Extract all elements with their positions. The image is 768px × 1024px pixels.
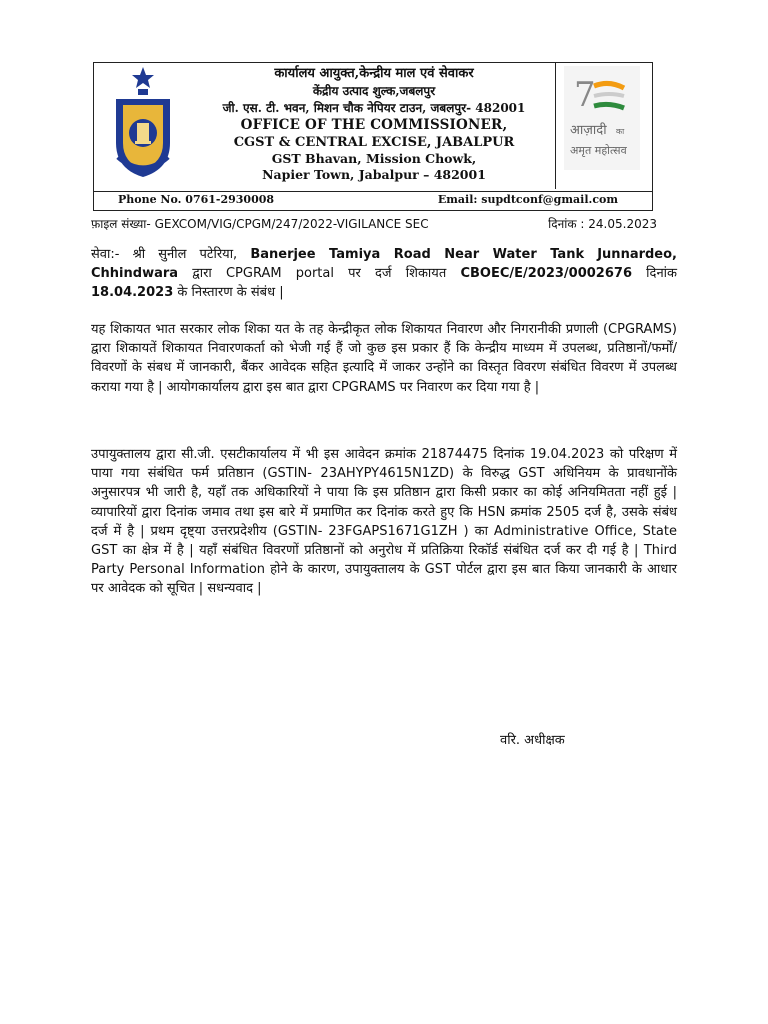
azadi-ka-amrit-mahotsav-logo-icon [564, 66, 640, 170]
file-number-label: फ़ाइल संख्या- [91, 217, 151, 231]
azadi-small-text: का [616, 127, 625, 136]
subject-date-label: दिनांक [646, 266, 678, 282]
letterhead [93, 62, 653, 211]
azadi-logo-box [555, 63, 648, 189]
amrit-mahotsav-text: अमृत महोत्सव [570, 144, 627, 157]
email-address: Email: supdtconf@gmail.com [437, 193, 618, 206]
office-header [194, 65, 554, 183]
letter-date [548, 215, 657, 232]
subject-by: द्वारा [192, 266, 212, 282]
phone-number: Phone No. 0761-2930008 [118, 193, 275, 206]
subject-address-city: Junnardeo, Chhindwara [91, 247, 677, 282]
file-number: GEXCOM/VIG/CPGM/247/2022-VIGILANCE SEC [154, 217, 429, 231]
svg-text:7: 7 [574, 75, 596, 115]
hindi-title: कार्यालय आयुक्त,केन्द्रीय माल एवं सेवाकर [274, 66, 474, 81]
hindi-subtitle: केंद्रीय उत्पाद शुल्क,जबलपुर [312, 84, 436, 98]
date-label: दिनांक : [548, 217, 585, 231]
signature-designation: वरि. अधीक्षक [500, 733, 565, 748]
cbic-emblem-icon [104, 65, 182, 183]
subject-prefix: सेवा:- [91, 247, 120, 262]
subject-address: Banerjee Tamiya Road Near Water Tank [250, 247, 585, 262]
letterhead-divider [94, 191, 652, 192]
subject-portal: CPGRAM portal पर दर्ज शिकायत [225, 266, 447, 282]
office-title: OFFICE OF THE COMMISSIONER, [240, 117, 508, 133]
office-address-line1: GST Bhavan, Mission Chowk, [271, 151, 477, 166]
date-value: 24.05.2023 [588, 217, 657, 231]
subject-reference: CBOEC/E/2023/0002676 [460, 266, 632, 282]
body-paragraph-1: यह शिकायत भात सरकार लोक शिका यत के तह केन्द्रीकृत लोक शिकायत निवारण और निगरानीकी प्रणाली (CPGRAMS) द्वारा शिकायतें शिकायत निवारणकर्ता को भेजी गई हैं जो कुछ इस प्रकार हैं कि केन्द्रीय माध्यम में उपलब्ध, प्रतिष्ठानों/फर्मों/विवरणों के संबध में जानकारी, बैंकर आवेदक सहित इत्यादि में जाकर उन्होंने का विस्तृत विवरण संबंधित विवरण में उपलब्ध कराया गया है | आयोगकार्यालय द्वारा इस बात द्वारा CPGRAMS पर निवारण कर दिया गया है | [91, 322, 677, 395]
subject-tail: के निस्तारण के संबंध | [177, 285, 284, 301]
file-reference-line [91, 215, 657, 232]
subject-complainant: श्री सुनील पटेरिया, [132, 247, 238, 262]
azadi-text: आज़ादी [570, 123, 607, 138]
subject-date: 18.04.2023 [91, 285, 174, 301]
body-paragraph-2: उपायुक्तालय द्वारा सी.जी. एसटीकार्यालय में भी इस आवेदन क्रमांक 21874475 दिनांक 19.04.2023 को परिक्षण में पाया गया संबंधित फर्म प्रतिष्ठान (GSTIN- 23AHYPY4615N1ZD) के विरुद्ध GST अधिनियम के प्रावधानोंके अनुसारपत्र भी जारी है, यहाँ तक अधिकारियों ने पाया कि इस प्रतिष्ठान द्वारा किसी प्रकार का कोई अनियमितता नहीं हुई | व्यापारियों द्वारा दिनांक जमाव तथा इस बारे में प्रमाणित कर दिनांक करते हुए कि HSN क्रमांक 2505 दर्ज है, उसके संबंध दर्ज में है | प्रथम दृष्ट्या उत्तरप्रदेशीय (GSTIN- 23FGAPS1671G1ZH ) का Administrative Office, State GST का क्षेत्र में है | यहाँ संबंधित विवरणों प्रतिष्ठानों को अनुरोध में प्रतिक्रिया रिकॉर्ड संबंधित दर्ज कर दी गई है | Third Party Personal Information होने के कारण, उपायुक्तालय के GST पोर्टल द्वारा इस बात किया जानकारी के आधार पर आवेदक को सूचित | सधन्यवाद | [91, 447, 677, 597]
hindi-address: जी. एस. टी. भवन, मिशन चौक नेपियर टाउन, जबलपुर- 482001 [222, 101, 526, 115]
office-address-line2: Napier Town, Jabalpur – 482001 [262, 167, 486, 182]
subject-paragraph [91, 245, 677, 303]
office-subtitle: CGST & CENTRAL EXCISE, JABALPUR [233, 135, 515, 150]
